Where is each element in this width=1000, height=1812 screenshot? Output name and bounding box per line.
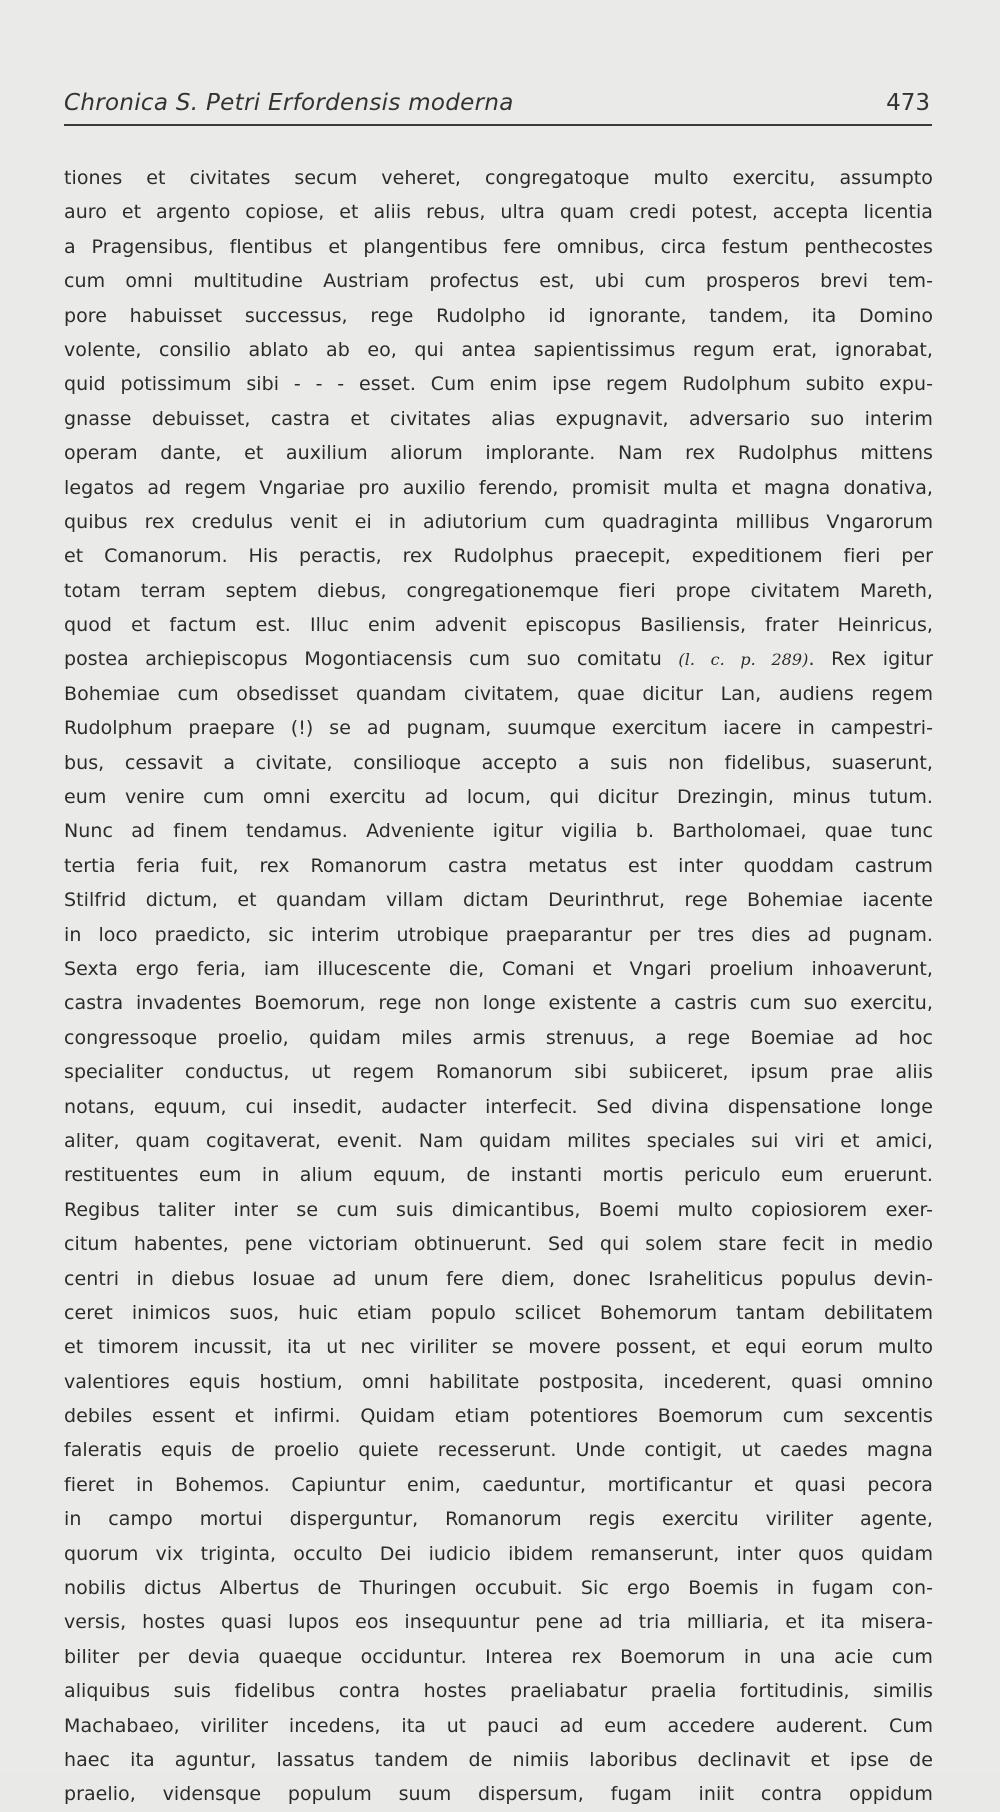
text-line: eum venire cum omni exercitu ad locum, qui dicitur Drezingin, minus tutum. <box>64 786 933 809</box>
text-line: cum omni multitudine Austriam profectus est, ubi cum prosperos brevi tem- <box>64 270 933 293</box>
text-line: versis, hostes quasi lupos eos insequuntur pene ad tria milliaria, et ita misera- <box>64 1611 933 1634</box>
text-line: haec ita aguntur, lassatus tandem de nimiis laboribus declinavit et ipse de <box>64 1748 933 1771</box>
citation-line-before: postea archiepiscopus Mogontiacensis cum suo comitatu <box>64 648 679 671</box>
text-line: castra invadentes Boemorum, rege non longe existente a castris cum suo exercitu, <box>64 992 933 1015</box>
text-line: in campo mortui disperguntur, Romanorum regis exercitu viriliter agente, <box>64 1508 933 1531</box>
text-line: bus, cessavit a civitate, consilioque accepto a suis non fidelibus, suaserunt, <box>64 751 933 774</box>
text-line: centri in diebus Iosuae ad unum fere diem, donec Israheliticus populus devin- <box>64 1267 933 1290</box>
body-text <box>64 161 933 1812</box>
citation-line <box>64 642 933 676</box>
text-line: quorum vix triginta, occulto Dei iudicio ibidem remanserunt, inter quos quidam <box>64 1542 933 1565</box>
page-citation: (l. c. p. 289) <box>678 650 809 670</box>
text-line: operam dante, et auxilium aliorum implorante. Nam rex Rudolphus mittens <box>64 442 933 465</box>
text-line: restituentes eum in alium equum, de instanti mortis periculo eum eruerunt. <box>64 1164 933 1187</box>
text-line: Machabaeo, viriliter incedens, ita ut pauci ad eum accedere auderent. Cum <box>64 1714 933 1737</box>
text-line: quid potissimum sibi - - - esset. Cum enim ipse regem Rudolphum subito expu- <box>64 373 933 396</box>
text-line: in loco praedicto, sic interim utrobique praeparantur per tres dies ad pugnam. <box>64 923 933 946</box>
text-line: faleratis equis de proelio quiete recesserunt. Unde contigit, ut caedes magna <box>64 1439 933 1462</box>
text-line: totam terram septem diebus, congregationemque fieri prope civitatem Mareth, <box>64 579 933 602</box>
text-line: quod et factum est. Illuc enim advenit episcopus Basiliensis, frater Heinricus, <box>64 614 933 637</box>
text-line: et timorem incussit, ita ut nec viriliter se movere possent, et equi eorum multo <box>64 1336 933 1359</box>
text-line: ceret inimicos suos, huic etiam populo scilicet Bohemorum tantam debilitatem <box>64 1301 933 1324</box>
text-line: valentiores equis hostium, omni habilitate postposita, incederent, quasi omnino <box>64 1370 933 1393</box>
text-line: tiones et civitates secum veheret, congregatoque multo exercitu, assumpto <box>64 167 933 189</box>
text-line: aliquibus suis fidelibus contra hostes praeliabatur praelia fortitudinis, similis <box>64 1680 933 1703</box>
text-line: Nunc ad finem tendamus. Adveniente igitur vigilia b. Bartholomaei, quae tunc <box>64 820 933 843</box>
text-line: biliter per devia quaeque occiduntur. Interea rex Boemorum in una acie cum <box>64 1645 933 1668</box>
text-line: auro et argento copiose, et aliis rebus, ultra quam credi potest, accepta licentia <box>64 201 933 224</box>
text-line: debiles essent et infirmi. Quidam etiam potentiores Boemorum cum sexcentis <box>64 1405 933 1428</box>
text-line: Sexta ergo feria, iam illucescente die, Comani et Vngari proelium inhoaverunt, <box>64 957 933 980</box>
text-line: gnasse debuisset, castra et civitates alias expugnavit, adversario suo interim <box>64 407 933 430</box>
running-title: Chronica S. Petri Erfordensis moderna <box>64 90 514 116</box>
text-line: tertia feria fuit, rex Romanorum castra metatus est inter quoddam castrum <box>64 854 933 877</box>
text-line: pore habuisset successus, rege Rudolpho id ignorante, tandem, ita Domino <box>64 304 933 327</box>
citation-line-after: . Rex igitur <box>808 648 933 671</box>
text-line: citum habentes, pene victoriam obtinuerunt. Sed qui solem stare fecit in medio <box>64 1233 933 1256</box>
text-line: praelio, vidensque populum suum dispersum, fugam iniit contra oppidum <box>64 1783 933 1806</box>
text-line: notans, equum, cui insedit, audacter interfecit. Sed divina dispensatione longe <box>64 1095 933 1118</box>
text-line: Bohemiae cum obsedisset quandam civitatem, quae dicitur Lan, audiens regem <box>64 682 933 705</box>
text-line: specialiter conductus, ut regem Romanorum sibi subiiceret, ipsum prae aliis <box>64 1061 933 1084</box>
text-line: Regibus taliter inter se cum suis dimicantibus, Boemi multo copiosiorem exer- <box>64 1198 933 1221</box>
text-line: congressoque proelio, quidam miles armis strenuus, a rege Boemiae ad hoc <box>64 1026 933 1049</box>
text-line: Stilfrid dictum, et quandam villam dictam Deurinthrut, rege Bohemiae iacente <box>64 889 933 912</box>
text-line: a Pragensibus, flentibus et plangentibus fere omnibus, circa festum penthecostes <box>64 235 933 258</box>
text-line: Rudolphum praepare (!) se ad pugnam, suumque exercitum iacere in campestri- <box>64 717 933 740</box>
text-line: fieret in Bohemos. Capiuntur enim, caeduntur, mortificantur et quasi pecora <box>64 1473 933 1496</box>
text-line: quibus rex credulus venit ei in adiutorium cum quadraginta millibus Vngarorum <box>64 510 933 533</box>
page-number: 473 <box>886 90 930 116</box>
text-line: nobilis dictus Albertus de Thuringen occubuit. Sic ergo Boemis in fugam con- <box>64 1577 933 1600</box>
running-head <box>64 86 932 126</box>
text-line: legatos ad regem Vngariae pro auxilio ferendo, promisit multa et magna donativa, <box>64 476 933 499</box>
text-line: et Comanorum. His peractis, rex Rudolphus praecepit, expeditionem fieri per <box>64 545 933 568</box>
text-line: volente, consilio ablato ab eo, qui antea sapientissimus regum erat, ignorabat, <box>64 338 933 361</box>
text-line: aliter, quam cogitaverat, evenit. Nam quidam milites speciales sui viri et amici, <box>64 1129 933 1152</box>
